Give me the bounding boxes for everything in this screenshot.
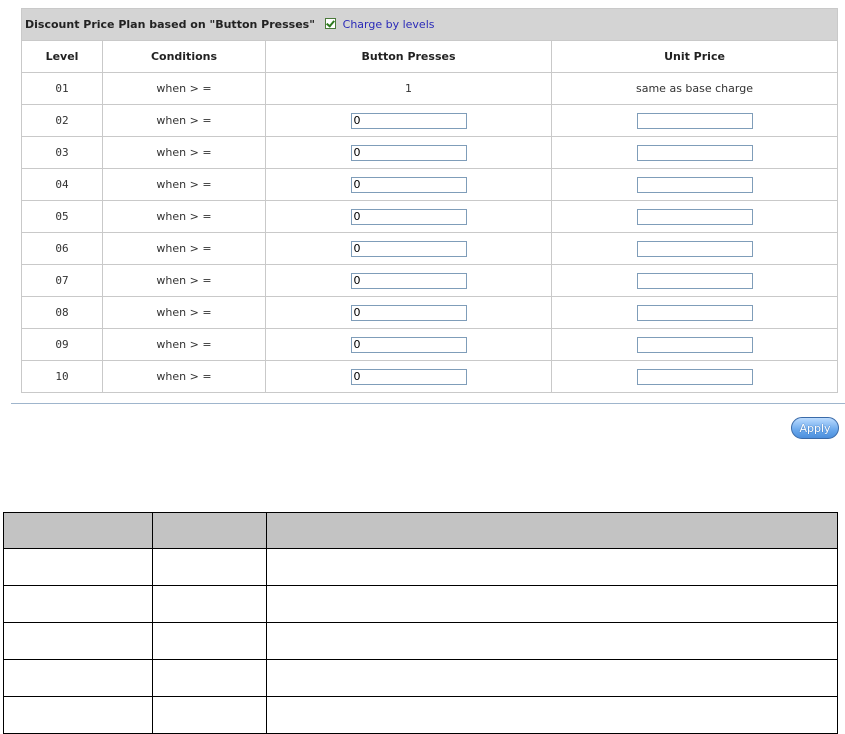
level-cell: 10 bbox=[22, 361, 103, 393]
level-cell: 07 bbox=[22, 265, 103, 297]
level-cell: 08 bbox=[22, 297, 103, 329]
lower-cell bbox=[153, 623, 267, 660]
lower-table bbox=[3, 512, 838, 734]
discount-plan-table bbox=[21, 8, 838, 393]
charge-by-levels-label[interactable]: Charge by levels bbox=[342, 18, 435, 31]
button-presses-value: 1 bbox=[266, 73, 552, 105]
lower-cell bbox=[4, 660, 153, 697]
condition-cell: when > = bbox=[103, 361, 266, 393]
unit-price-cell bbox=[552, 297, 838, 329]
condition-cell: when > = bbox=[103, 169, 266, 201]
lower-cell bbox=[153, 660, 267, 697]
table-row bbox=[22, 73, 838, 105]
section-divider bbox=[11, 403, 845, 404]
button-presses-cell bbox=[266, 361, 552, 393]
lower-table-header bbox=[4, 513, 838, 549]
lower-header-cell bbox=[267, 513, 838, 549]
button-presses-cell bbox=[266, 265, 552, 297]
button-presses-input[interactable] bbox=[351, 305, 467, 321]
lower-header-cell bbox=[4, 513, 153, 549]
unit-price-input[interactable] bbox=[637, 241, 753, 257]
table-row bbox=[22, 137, 838, 169]
unit-price-cell bbox=[552, 233, 838, 265]
lower-cell bbox=[267, 549, 838, 586]
lower-cell bbox=[4, 586, 153, 623]
unit-price-input[interactable] bbox=[637, 369, 753, 385]
button-presses-cell bbox=[266, 169, 552, 201]
unit-price-cell bbox=[552, 265, 838, 297]
charge-by-levels-checkbox[interactable] bbox=[325, 18, 336, 29]
unit-price-input[interactable] bbox=[637, 177, 753, 193]
table-row bbox=[22, 329, 838, 361]
table-row bbox=[22, 297, 838, 329]
unit-price-cell bbox=[552, 361, 838, 393]
lower-table-row bbox=[4, 623, 838, 660]
button-presses-input[interactable] bbox=[351, 273, 467, 289]
lower-cell bbox=[153, 697, 267, 734]
level-cell: 01 bbox=[22, 73, 103, 105]
unit-price-input[interactable] bbox=[637, 305, 753, 321]
column-header-button-presses: Button Presses bbox=[266, 41, 552, 73]
unit-price-cell bbox=[552, 169, 838, 201]
column-header-unit-price: Unit Price bbox=[552, 41, 838, 73]
lower-cell bbox=[153, 549, 267, 586]
lower-cell bbox=[4, 623, 153, 660]
level-cell: 05 bbox=[22, 201, 103, 233]
button-presses-cell bbox=[266, 329, 552, 361]
unit-price-input[interactable] bbox=[637, 145, 753, 161]
table-row bbox=[22, 105, 838, 137]
unit-price-value: same as base charge bbox=[552, 73, 838, 105]
unit-price-input[interactable] bbox=[637, 209, 753, 225]
unit-price-input[interactable] bbox=[637, 273, 753, 289]
discount-plan-panel bbox=[21, 8, 837, 393]
condition-cell: when > = bbox=[103, 105, 266, 137]
table-row bbox=[22, 265, 838, 297]
column-header-conditions: Conditions bbox=[103, 41, 266, 73]
lower-table-row bbox=[4, 697, 838, 734]
button-presses-cell bbox=[266, 201, 552, 233]
lower-cell bbox=[4, 549, 153, 586]
level-cell: 04 bbox=[22, 169, 103, 201]
lower-cell bbox=[267, 586, 838, 623]
unit-price-input[interactable] bbox=[637, 113, 753, 129]
condition-cell: when > = bbox=[103, 73, 266, 105]
button-presses-input[interactable] bbox=[351, 241, 467, 257]
button-presses-input[interactable] bbox=[351, 113, 467, 129]
button-presses-input[interactable] bbox=[351, 369, 467, 385]
lower-cell bbox=[267, 623, 838, 660]
condition-cell: when > = bbox=[103, 329, 266, 361]
button-presses-input[interactable] bbox=[351, 145, 467, 161]
button-presses-input[interactable] bbox=[351, 337, 467, 353]
level-cell: 02 bbox=[22, 105, 103, 137]
column-header-level: Level bbox=[22, 41, 103, 73]
button-presses-cell bbox=[266, 105, 552, 137]
column-header-row bbox=[22, 41, 838, 73]
button-presses-cell bbox=[266, 233, 552, 265]
level-cell: 09 bbox=[22, 329, 103, 361]
button-presses-input[interactable] bbox=[351, 177, 467, 193]
level-cell: 06 bbox=[22, 233, 103, 265]
table-row bbox=[22, 361, 838, 393]
lower-header-cell bbox=[153, 513, 267, 549]
unit-price-cell bbox=[552, 137, 838, 169]
lower-cell bbox=[267, 697, 838, 734]
button-presses-cell bbox=[266, 137, 552, 169]
plan-title: Discount Price Plan based on "Button Presses" bbox=[25, 18, 315, 31]
unit-price-cell bbox=[552, 329, 838, 361]
button-presses-cell bbox=[266, 297, 552, 329]
condition-cell: when > = bbox=[103, 233, 266, 265]
condition-cell: when > = bbox=[103, 297, 266, 329]
lower-cell bbox=[267, 660, 838, 697]
table-row bbox=[22, 169, 838, 201]
unit-price-cell bbox=[552, 201, 838, 233]
lower-cell bbox=[4, 697, 153, 734]
lower-table-row bbox=[4, 586, 838, 623]
level-cell: 03 bbox=[22, 137, 103, 169]
condition-cell: when > = bbox=[103, 201, 266, 233]
table-row bbox=[22, 201, 838, 233]
condition-cell: when > = bbox=[103, 137, 266, 169]
button-presses-input[interactable] bbox=[351, 209, 467, 225]
unit-price-cell bbox=[552, 105, 838, 137]
condition-cell: when > = bbox=[103, 265, 266, 297]
unit-price-input[interactable] bbox=[637, 337, 753, 353]
apply-button[interactable]: Apply bbox=[791, 417, 839, 439]
lower-table-row bbox=[4, 660, 838, 697]
lower-table-row bbox=[4, 549, 838, 586]
lower-cell bbox=[153, 586, 267, 623]
table-row bbox=[22, 233, 838, 265]
plan-header bbox=[22, 9, 838, 41]
